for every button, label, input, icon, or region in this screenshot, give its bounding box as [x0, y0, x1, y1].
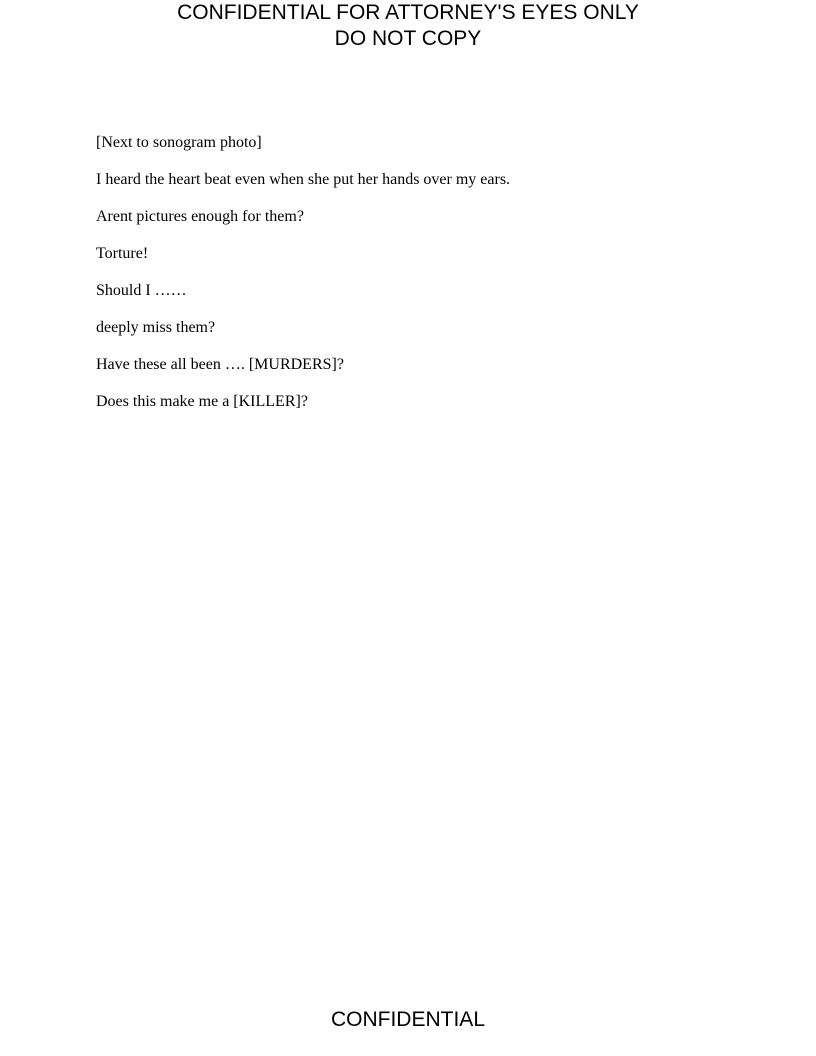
header-line-1: CONFIDENTIAL FOR ATTORNEY'S EYES ONLY — [177, 1, 639, 24]
body-line: Does this make me a [KILLER]? — [96, 393, 308, 410]
document-body — [96, 131, 736, 427]
body-line: [Next to sonogram photo] — [96, 134, 262, 151]
body-line: deeply miss them? — [96, 319, 216, 336]
body-line: Arent pictures enough for them? — [96, 208, 304, 225]
body-line: Should I …… — [96, 282, 187, 299]
confidential-header — [0, 0, 816, 52]
body-line: I heard the heart beat even when she put her hands over my ears. — [96, 171, 511, 188]
body-line: Torture! — [96, 245, 149, 262]
header-line-2: DO NOT COPY — [334, 27, 482, 50]
body-line: Have these all been …. [MURDERS]? — [96, 356, 344, 373]
confidential-footer: CONFIDENTIAL — [330, 1008, 485, 1031]
